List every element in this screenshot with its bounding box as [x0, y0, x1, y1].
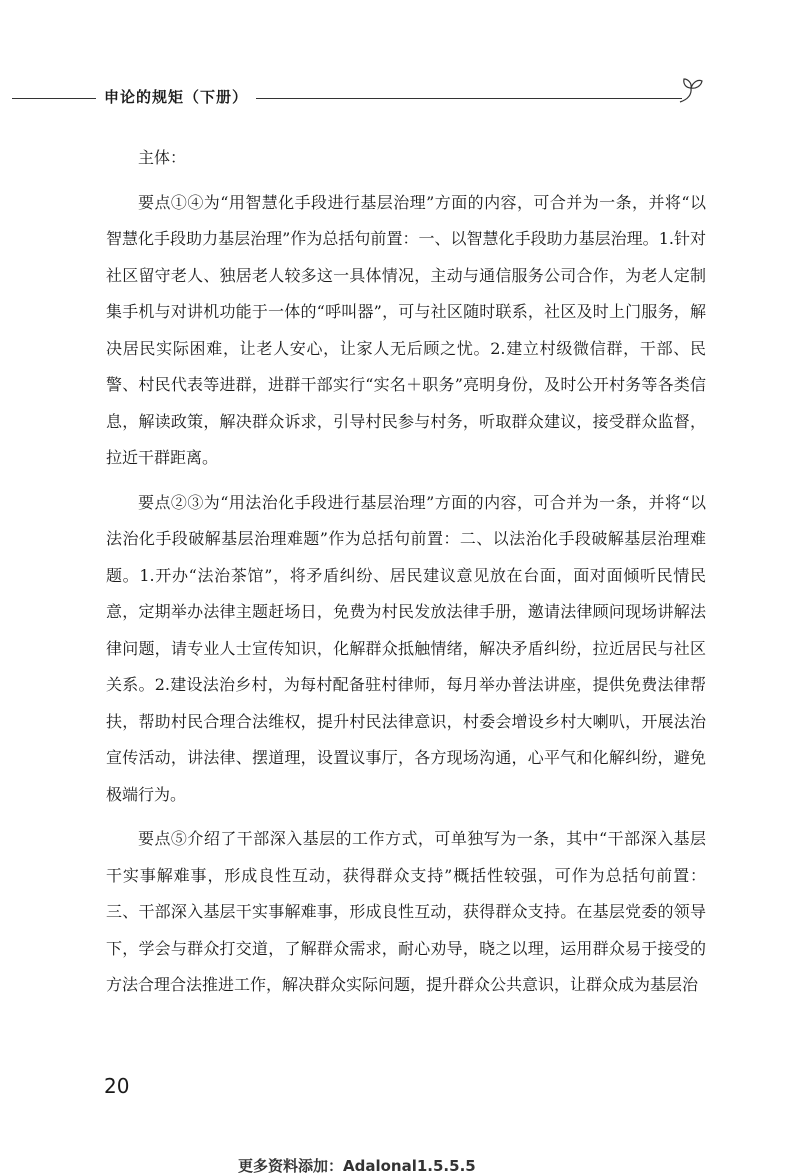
book-title: 申论的规矩（下册）	[104, 88, 249, 106]
page-number: 20	[104, 1074, 130, 1098]
header-rule-left	[12, 98, 96, 99]
paragraph-2: 要点②③为“用法治化手段进行基层治理”方面的内容，可合并为一条，并将“以法治化手段破解基层治理难题”作为总括句前置：二、以法治化手段破解基层治理难题。1.开办“法治茶馆”，将矛盾纠纷、居民建议意见放在台面，面对面倾听民情民意，定期举办法律主题赶场日，免费为村民发放法律手册，邀请法律顾问现场讲解法律问题，请专业人士宣传知识，化解群众抵触情绪，解决矛盾纠纷，拉近居民与社区关系。2.建设法治乡村，为每村配备驻村律师，每月举办普法讲座，提供免费法律帮扶，帮助村民合理合法维权，提升村民法律意识，村委会增设乡村大喇叭，开展法治宣传活动，讲法律、摆道理，设置议事厅，各方现场沟通，心平气和化解纠纷，避免极端行为。	[106, 492, 706, 804]
paragraph-1: 要点①④为“用智慧化手段进行基层治理”方面的内容，可合并为一条，并将“以智慧化手段助力基层治理”作为总括句前置：一、以智慧化手段助力基层治理。1.针对社区留守老人、独居老人较多这一具体情况，主动与通信服务公司合作，为老人定制集手机与对讲机功能于一体的“呼叫器”，可与社区随时联系，社区及时上门服务，解决居民实际困难，让老人安心，让家人无后顾之忧。2.建立村级微信群，干部、民警、村民代表等进群，进群干部实行“实名＋职务”亮明身份，及时公开村务等各类信息，解读政策，解决群众诉求，引导村民参与村务，听取群众建议，接受群众监督，拉近干群距离。	[106, 192, 706, 467]
running-header	[0, 76, 800, 116]
header-rule-right	[256, 98, 682, 99]
section-label: 主体：	[138, 148, 187, 167]
page-body	[106, 140, 706, 1012]
paragraph-3: 要点⑤介绍了干部深入基层的工作方式，可单独写为一条，其中“干部深入基层干实事解难事，形成良性互动，获得群众支持”概括性较强，可作为总括句前置：三、干部深入基层干实事解难事，形成良性互动，获得群众支持。在基层党委的领导下，学会与群众打交道，了解群众需求，耐心劝导，晓之以理，运用群众易于接受的方法合理合法推进工作，解决群众实际问题，提升群众公共意识，让群众成为基层治	[106, 829, 706, 994]
footer-watermark-text: 更多资料添加：Adalonal1.5.5.5	[238, 1157, 476, 1175]
leaf-sprout-icon	[678, 76, 704, 104]
